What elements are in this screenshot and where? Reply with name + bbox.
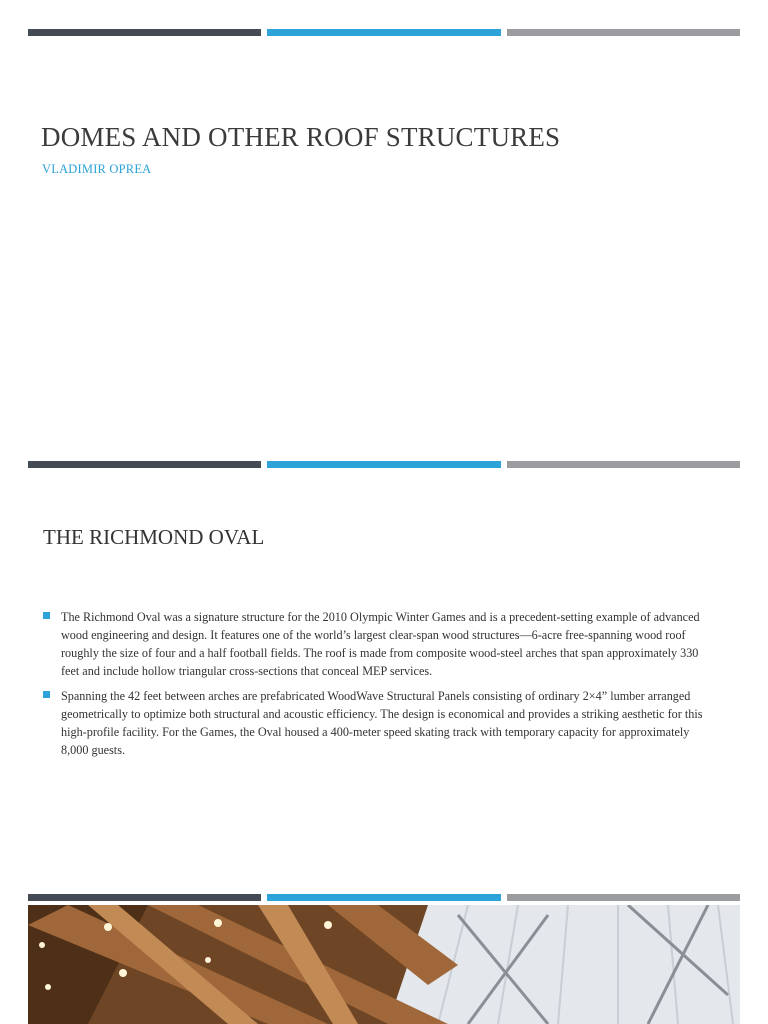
bullet-text: The Richmond Oval was a signature structure for the 2010 Olympic Winter Games and is a precedent-setting example of advanced wood engineering and design. It features one of the world’s largest clear-span wood structures—6-acre free-spanning wood roof roughly the size of four and a half football fields. The roof is made from composite wood-steel arches that span approximately 330 feet and include hollow triangular cross-sections that conceal MEP services. <box>61 610 700 678</box>
accent-bar-dark <box>28 461 261 468</box>
accent-bar-blue <box>267 894 500 901</box>
content-slide <box>0 455 768 890</box>
square-bullet-icon <box>43 612 50 619</box>
bullet-list <box>43 608 713 766</box>
accent-bar-dark <box>28 29 261 36</box>
author-name: VLADIMIR OPREA <box>42 162 152 176</box>
header-accent-bars <box>28 894 740 901</box>
accent-bar-blue <box>267 29 500 36</box>
accent-bar-grey <box>507 29 740 36</box>
square-bullet-icon <box>43 691 50 698</box>
presentation-title: DOMES AND OTHER ROOF STRUCTURES <box>41 122 561 152</box>
accent-bar-grey <box>507 461 740 468</box>
roof-interior-photo <box>28 905 740 1024</box>
image-slide <box>0 890 768 1024</box>
accent-bar-dark <box>28 894 261 901</box>
title-slide <box>0 0 768 455</box>
accent-bar-blue <box>267 461 500 468</box>
header-accent-bars <box>28 461 740 468</box>
bullet-text: Spanning the 42 feet between arches are prefabricated WoodWave Structural Panels consisting of ordinary 2×4” lumber arranged geometrically to optimize both structural and acoustic efficiency. The design is economical and provides a striking aesthetic for this high-profile facility. For the Games, the Oval housed a 400-meter speed skating track with temporary capacity for approximately 8,000 guests. <box>61 689 703 757</box>
slide-title: THE RICHMOND OVAL <box>43 525 265 549</box>
header-accent-bars <box>28 29 740 36</box>
bullet-item <box>43 608 713 680</box>
bullet-item <box>43 687 713 759</box>
accent-bar-grey <box>507 894 740 901</box>
